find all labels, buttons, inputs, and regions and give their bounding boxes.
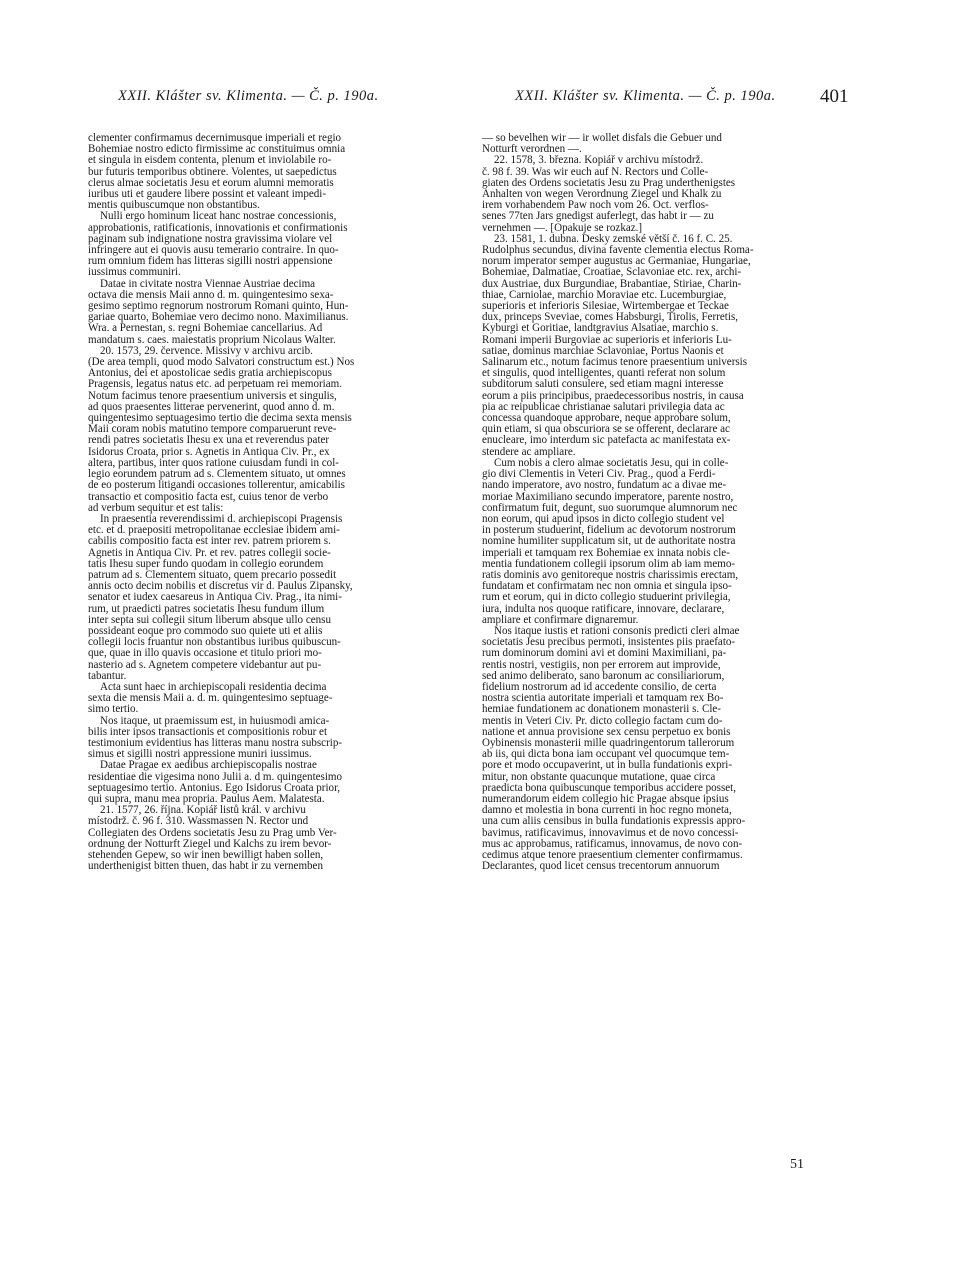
paragraph: 20. 1573, 29. července. Missivy v archivu arcib. (De area templi, quod modo Salvatori constructum est.) Nos Antonius, dei et apostolicae sedis gratia archiepiscopus Pragensis, legatus natus etc. ad perpetuam rei memoriam. Notum facimus tenore praesentium universis et singulis, ad quos praesentes litterae pervenerint, quod anno d. m. quingentesimo septuagesimo tertio die decima sexta mensis Maii coram nobis matutino tempore comparuerunt reve- rendi patres societatis Ihesu ex una et reverendus pater Isidorus Croata, prior s. Agnetis in Antiqua Civ. Pr., ex altera, partibus, inter quos ratione cuiusdam fundi in col- legio eorundem patrum ad s. Clementem situato, ut omnes de eo posterum litigandi occasiones tollerentur, amicabilis transactio et compositio facta est, cuius tenor de verbo ad verbum sequitur et est talis: <box>88 344 355 514</box>
paragraph: Nos itaque iustis et rationi consonis predicti cleri almae societatis Jesu precibus permoti, insistentes piis praefato- rum dominorum domini avi et domini Maximiliani, pa- rentis nostri, vestigiis, non per errorem aut improvide, sed animo deliberato, sano baronum ac consiliariorum, fidelium nostrorum ad id accedente consilio, de certa nostra scientia autoritate imperiali et tamquam rex Bo- hemiae fundationem ac donationem monasterii s. Cle- mentis in Veteri Civ. Pr. dicto collegio factam cum do- natione et annua provisione sex censu perpetuo ex bonis Oybinensis monasterii mille quadringentorum tallerorum ab iis, qui dicta bona iam occupant vel quocumque tem- pore et modo occupaverint, ut in bulla fundationis expri- mitur, non obstante quacunque mutatione, quae circa praedicta bona quibuscunque temporibus accidere posset, numerandorum eidem collegio hic Pragae absque ipsius damno et molestia in bona currenti in hoc regno moneta, una cum aliis censibus in bulla fundationis expressis appro- bavimus, ratificavimus, innovavimus et de novo concessi- mus ac approbamus, ratificamus, innovamus, de novo con- cedimus atque tenore praesentium clementer confirmamus. Declarantes, quod licet census trecentorum annuorum <box>482 624 746 873</box>
paragraph: clementer confirmamus decernimusque imperiali et regio Bohemiae nostro edicto firmissime ac constituimus omnia et singula in eisdem contenta, plenum et inviolabile ro- bur futuris temporibus obtinere. Volentes, ut saepedictus clerus almae societatis Jesu et eorum alumni memoratis iuribus uti et gaudere libere possint et valeant impedi- mentis quibuscumque non obstantibus. <box>88 132 346 212</box>
left-column <box>88 133 450 872</box>
paragraph: Nos itaque, ut praemissum est, in huiusmodi amica- bilis inter ipsos transactionis et compositionis robur et testimonium evidentius has litteras manu nostra subscrip- simus et sigilli nostri appressione muniri iussimus. <box>88 714 343 761</box>
paragraph: Cum nobis a clero almae societatis Jesu, qui in colle- gio divi Clementis in Veteri Civ. Prag., quod a Ferdi- nando imperatore, avo nostro, fundatum ac a divae me- moriae Maximiliano secundo imperatore, parente nostro, confirmatum fuit, degunt, suo suorumque alumnorum nec non eorum, qui apud ipsos in dicto collegio student vel in posterum studuerint, fidelium ac devotorum nostrorum nomine humiliter supplicatum sit, ut de authoritate nostra imperiali et tamquam rex Bohemiae ex innata nobis cle- mentia fundationem collegii ipsorum olim ab iam memo- ratis dominis avo genitoreque nostris charissimis erectam, fundatam et confirmatam nec non omnia et singula ipso- rum et eorum, qui in dicto collegio studuerint privilegia, iura, indulta nos quoque ratificare, innovare, declarare, ampliare et confirmare dignaremur. <box>482 456 739 626</box>
paragraph: — so bevelhen wir — ir wollet disfals die Gebuer und Notturft verordnen —. <box>482 132 722 156</box>
printer-signature: 51 <box>790 1157 804 1172</box>
running-head-left: XXII. Klášter sv. Klimenta. — Č. p. 190a. <box>118 88 379 104</box>
paragraph: Datae Pragae ex aedibus archiepiscopalis nostrae residentiae die vigesima nono Julii a. d m. quingentesimo septuagesimo tertio. Antonius. Ego Isidorus Croata prior, qui supra, manu mea propria. Paulus Aem. Malatesta. <box>88 759 343 805</box>
paragraph: 23. 1581, 1. dubna. Desky zemské větší č. 16 f. C. 25. Rudolphus secundus, divina favente clementia electus Roma- norum imperator semper augustus ac Germaniae, Hungariae, Bohemiae, Dalmatiae, Croatiae, Sclavoniae etc. rex, archi- dux Austriae, dux Burgundiae, Brabantiae, Stiriae, Charin- thiae, Carniolae, marchio Moraviae etc. Lucemburgiae, superioris et inferioris Silesiae, Wirtembergae et Teckae dux, princeps Sveviae, comes Habsburgi, Tirolis, Ferretis, Kyburgi et Goritiae, landtgravius Alsatiae, marchio s. Romani imperii Burgoviae ac superioris et inferioris Lu- satiae, dominus marchiae Sclavoniae, Portus Naonis et Salinarum etc., notum facimus tenore praesentium universis et singulis, quod intelligentes, quanti referat non solum subditorum saluti consulere, sed etiam magni interesse eorum a piis principibus, praedecessoribus nostris, in causa pia ac reipublicae christianae salutari privilegia data ac concessa quandoque approbare, neque approbare solum, quin etiam, si qua obscuriora se se offerent, declarare ac enucleare, imo interdum sic patefacta ac manifestata ex- stendere ac ampliare. <box>482 232 754 458</box>
running-head-right: XXII. Klášter sv. Klimenta. — Č. p. 190a. <box>515 88 776 104</box>
paragraph: In praesentia reverendissimi d. archiepiscopi Pragensis etc. et d. praepositi metropolitanae ecclesiae ibidem ami- cabilis compositio facta est inter rev. patrem priorem s. Agnetis in Antiqua Civ. Pr. et rev. patres collegii socie- tatis Ihesu super fundo quodam in collegio eorundem patrum ad s. Clementem situato, quem precario possedit annis octo decim nobilis et discretus vir d. Paulus Zipansky, senator et iudex caesareus in Antiqua Civ. Prag., ita nimi- rum, ut praedicti patres societatis Ihesu fundum illum inter septa sui collegii situm liberum absque ullo censu possideant eoque pro commodo suo quiete uti et aliis collegii locis fruantur non obstantibus iuribus quibuscun- que, quae in illo quavis occasione et titulo priori mo- nasterio ad s. Agnetem competere videbantur aut pu- tabantur. <box>88 512 353 682</box>
right-column <box>482 133 847 872</box>
page-number: 401 <box>820 86 849 107</box>
paragraph: 21. 1577, 26. října. Kopiář listů král. v archivu místodrž. č. 96 f. 310. Wassmassen N. Rector und Collegiaten des Ordens societatis Jesu zu Prag umb Ver- ordnung der Notturft Ziegel und Kalchs zu irem bevor- stehenden Gepew, so wir inen bewilligt haben sollen, underthenigist bitten thuen, das habt ir zu vernemben <box>88 804 337 873</box>
paragraph: Datae in civitate nostra Viennae Austriae decima octava die mensis Maii anno d. m. quingentesimo sexa- gesimo septimo regnorum nostrorum Romani quinto, Hun- gariae quarto, Bohemiae vero decimo nono. Maximilianus. Wra. a Pernestan, s. regni Bohemiae cancellarius. Ad mandatum s. caes. maiestatis proprium Nicolaus Walter. <box>88 277 349 346</box>
paragraph: Acta sunt haec in archiepiscopali residentia decima sexta die mensis Maii a. d. m. quingentesimo septuage- simo tertio. <box>88 680 333 716</box>
paragraph: 22. 1578, 3. března. Kopiář v archivu místodrž. č. 98 f. 39. Was wir euch auf N. Rectors und Colle- giaten des Ordens societatis Jesu zu Prag underthenigstes Anhalten von wegen Verordnung Ziegel und Khalk zu irem vorhabendem Paw noch vom 26. Oct. verflos- senes 77ten Jars gnedigst auferlegt, das habt ir — zu vernehmen —. [Opakuje se rozkaz.] <box>482 154 736 234</box>
paragraph: Nulli ergo hominum liceat hanc nostrae concessionis, approbationis, ratificationis, innovationis et confirmationis paginam sub indignatione nostra gravissima violare vel infringere aut ei quovis ausu temerario contraire. In quo- rum omnium fidem has litteras sigilli nostri appensione iussimus communiri. <box>88 210 348 279</box>
